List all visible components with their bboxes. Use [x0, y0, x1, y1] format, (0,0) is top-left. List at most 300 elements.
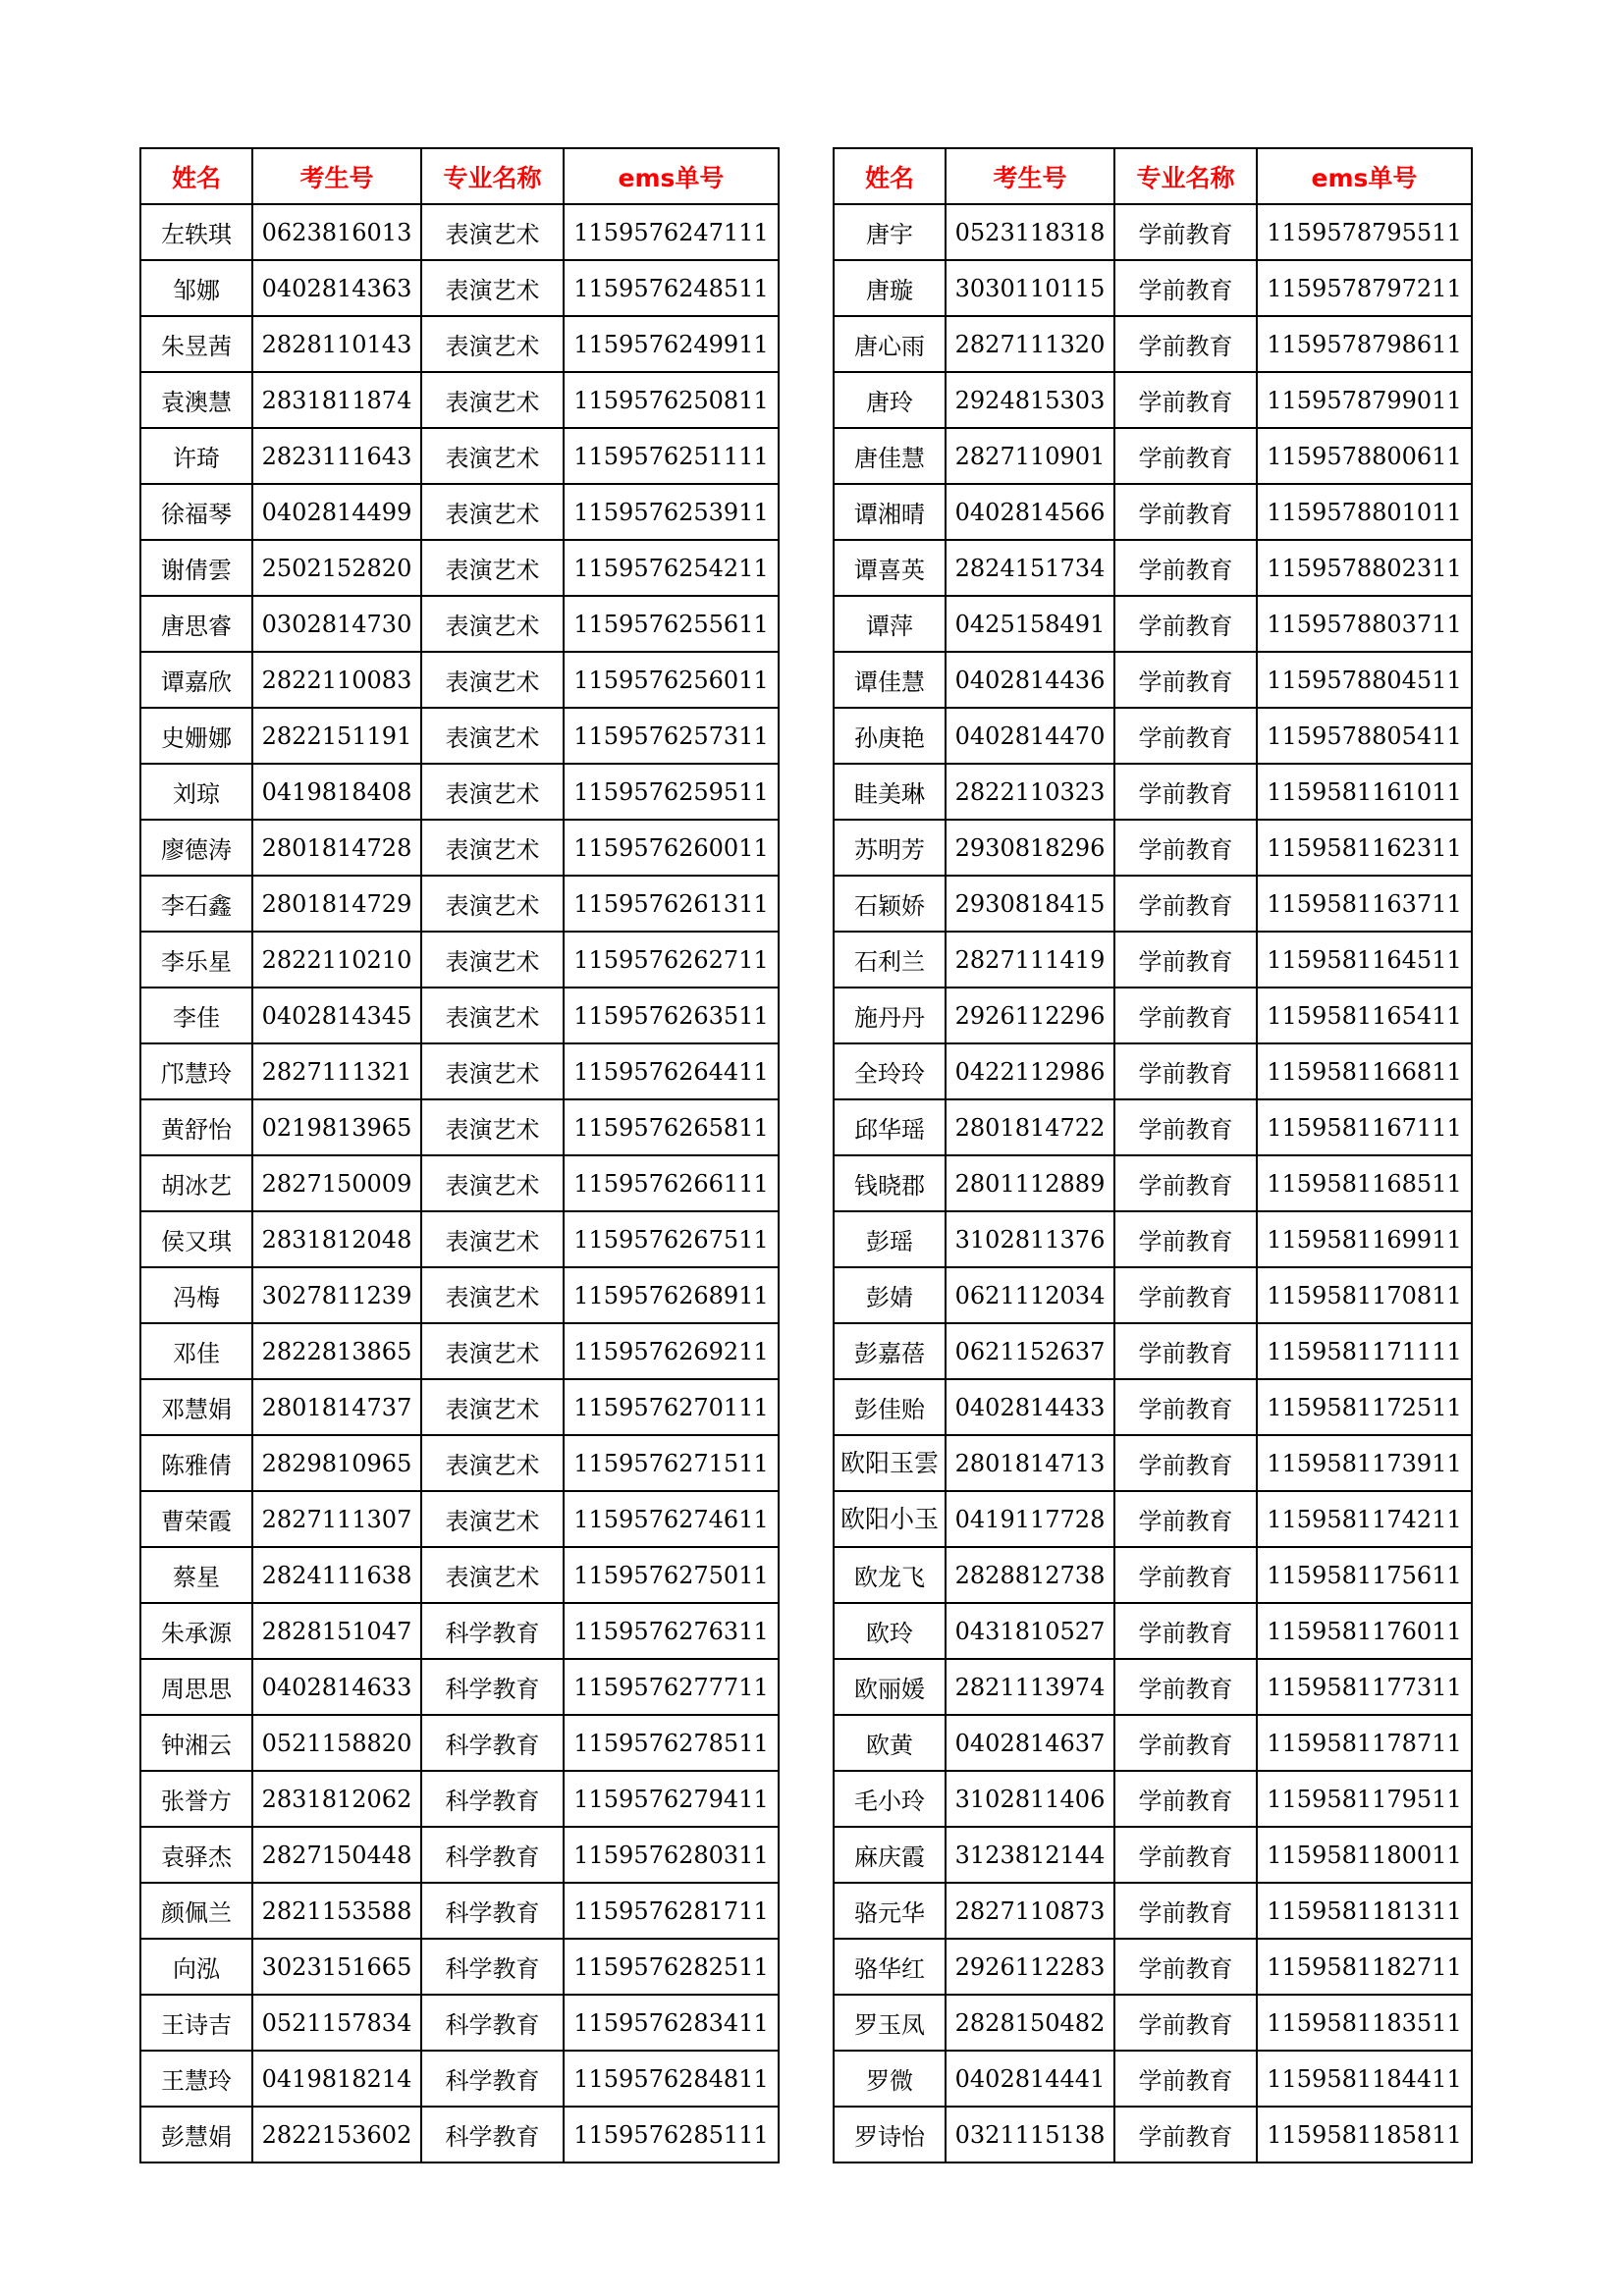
exam-no-cell: 2822153602 — [252, 2107, 421, 2163]
ems-cell: 1159576269211 — [564, 1323, 779, 1379]
exam-no-cell: 0402814566 — [946, 484, 1114, 540]
table-row — [140, 1267, 779, 1323]
name-cell: 侯又琪 — [140, 1211, 252, 1267]
major-cell: 学前教育 — [1114, 764, 1257, 820]
major-cell: 学前教育 — [1114, 2107, 1257, 2163]
major-cell: 科学教育 — [421, 1771, 564, 1827]
name-cell: 冯梅 — [140, 1267, 252, 1323]
name-cell: 许琦 — [140, 428, 252, 484]
ems-cell: 1159581175611 — [1257, 1547, 1472, 1603]
table-row — [834, 1659, 1472, 1715]
major-cell: 表演艺术 — [421, 1211, 564, 1267]
ems-cell: 1159581181311 — [1257, 1883, 1472, 1939]
name-cell: 邓慧娟 — [140, 1379, 252, 1435]
exam-no-cell: 0521158820 — [252, 1715, 421, 1771]
exam-no-cell: 0419818214 — [252, 2051, 421, 2107]
ems-cell: 1159576256011 — [564, 652, 779, 708]
major-cell: 表演艺术 — [421, 1099, 564, 1155]
exam-no-cell: 0402814499 — [252, 484, 421, 540]
ems-cell: 1159576254211 — [564, 540, 779, 596]
exam-no-cell: 0523118318 — [946, 204, 1114, 260]
name-cell: 彭佳贻 — [834, 1379, 946, 1435]
name-cell: 欧黄 — [834, 1715, 946, 1771]
ems-cell: 1159576277711 — [564, 1659, 779, 1715]
exam-no-cell: 0419117728 — [946, 1491, 1114, 1547]
table-row — [834, 1883, 1472, 1939]
exam-no-cell: 2831811874 — [252, 372, 421, 428]
name-cell: 唐心雨 — [834, 316, 946, 372]
table-row — [140, 932, 779, 988]
name-cell: 向泓 — [140, 1939, 252, 1995]
major-cell: 科学教育 — [421, 1827, 564, 1883]
table-row — [140, 1099, 779, 1155]
name-cell: 彭婧 — [834, 1267, 946, 1323]
table-row — [834, 316, 1472, 372]
table-row — [140, 1379, 779, 1435]
name-cell: 谭湘晴 — [834, 484, 946, 540]
name-cell: 陈雅倩 — [140, 1435, 252, 1491]
exam-no-cell: 2829810965 — [252, 1435, 421, 1491]
name-cell: 毛小玲 — [834, 1771, 946, 1827]
table-row — [834, 1995, 1472, 2051]
name-cell: 黄舒怡 — [140, 1099, 252, 1155]
ems-cell: 1159576253911 — [564, 484, 779, 540]
ems-cell: 1159581184411 — [1257, 2051, 1472, 2107]
name-cell: 全玲玲 — [834, 1043, 946, 1099]
exam-no-cell: 3102811406 — [946, 1771, 1114, 1827]
major-cell: 学前教育 — [1114, 1827, 1257, 1883]
roster-body-left — [140, 204, 779, 2163]
exam-no-cell: 0402814363 — [252, 260, 421, 316]
exam-no-cell: 2827111419 — [946, 932, 1114, 988]
ems-cell: 1159576281711 — [564, 1883, 779, 1939]
table-row — [140, 1491, 779, 1547]
major-cell: 科学教育 — [421, 1659, 564, 1715]
name-cell: 苏明芳 — [834, 820, 946, 876]
name-cell: 朱昱茜 — [140, 316, 252, 372]
exam-no-cell: 2801814729 — [252, 876, 421, 932]
exam-no-cell: 2823111643 — [252, 428, 421, 484]
table-row — [834, 2051, 1472, 2107]
name-cell: 唐玲 — [834, 372, 946, 428]
exam-no-cell: 0425158491 — [946, 596, 1114, 652]
table-row — [140, 1043, 779, 1099]
table-row — [834, 1043, 1472, 1099]
exam-no-cell: 2828812738 — [946, 1547, 1114, 1603]
major-cell: 表演艺术 — [421, 820, 564, 876]
major-cell: 学前教育 — [1114, 1323, 1257, 1379]
table-row — [834, 1939, 1472, 1995]
table-row — [140, 2051, 779, 2107]
header-exam-no: 考生号 — [946, 148, 1114, 204]
major-cell: 学前教育 — [1114, 1099, 1257, 1155]
ems-cell: 1159581185811 — [1257, 2107, 1472, 2163]
table-row — [140, 1771, 779, 1827]
exam-no-cell: 2827111320 — [946, 316, 1114, 372]
name-cell: 左轶琪 — [140, 204, 252, 260]
major-cell: 学前教育 — [1114, 316, 1257, 372]
major-cell: 学前教育 — [1114, 652, 1257, 708]
ems-cell: 1159581178711 — [1257, 1715, 1472, 1771]
ems-cell: 1159576251111 — [564, 428, 779, 484]
name-cell: 邝慧玲 — [140, 1043, 252, 1099]
exam-no-cell: 2831812062 — [252, 1771, 421, 1827]
name-cell: 唐思睿 — [140, 596, 252, 652]
major-cell: 学前教育 — [1114, 1883, 1257, 1939]
exam-no-cell: 2822110083 — [252, 652, 421, 708]
ems-cell: 1159581174211 — [1257, 1491, 1472, 1547]
exam-no-cell: 2827111307 — [252, 1491, 421, 1547]
table-row — [834, 1827, 1472, 1883]
table-row — [140, 2107, 779, 2163]
name-cell: 谭佳慧 — [834, 652, 946, 708]
exam-no-cell: 2831812048 — [252, 1211, 421, 1267]
major-cell: 表演艺术 — [421, 1155, 564, 1211]
major-cell: 表演艺术 — [421, 316, 564, 372]
ems-cell: 1159576247111 — [564, 204, 779, 260]
name-cell: 袁澳慧 — [140, 372, 252, 428]
table-row — [140, 1827, 779, 1883]
major-cell: 学前教育 — [1114, 540, 1257, 596]
major-cell: 表演艺术 — [421, 372, 564, 428]
table-row — [834, 1715, 1472, 1771]
name-cell: 谭萍 — [834, 596, 946, 652]
name-cell: 施丹丹 — [834, 988, 946, 1043]
name-cell: 石颖娇 — [834, 876, 946, 932]
exam-no-cell: 2827150448 — [252, 1827, 421, 1883]
major-cell: 表演艺术 — [421, 876, 564, 932]
table-row — [140, 1323, 779, 1379]
ems-cell: 1159576250811 — [564, 372, 779, 428]
major-cell: 学前教育 — [1114, 1155, 1257, 1211]
exam-no-cell: 2502152820 — [252, 540, 421, 596]
table-row — [834, 484, 1472, 540]
table-row — [140, 1547, 779, 1603]
major-cell: 表演艺术 — [421, 1043, 564, 1099]
table-row — [834, 260, 1472, 316]
table-row — [140, 540, 779, 596]
ems-cell: 1159578799011 — [1257, 372, 1472, 428]
table-row — [834, 1267, 1472, 1323]
ems-cell: 1159576262711 — [564, 932, 779, 988]
table-row — [140, 260, 779, 316]
table-row — [834, 1435, 1472, 1491]
table-row — [834, 1547, 1472, 1603]
name-cell: 史姗娜 — [140, 708, 252, 764]
major-cell: 科学教育 — [421, 1883, 564, 1939]
ems-cell: 1159576283411 — [564, 1995, 779, 2051]
ems-cell: 1159581163711 — [1257, 876, 1472, 932]
name-cell: 袁驿杰 — [140, 1827, 252, 1883]
table-row — [140, 876, 779, 932]
exam-no-cell: 3023151665 — [252, 1939, 421, 1995]
exam-no-cell: 2822110210 — [252, 932, 421, 988]
exam-no-cell: 2821113974 — [946, 1659, 1114, 1715]
major-cell: 学前教育 — [1114, 820, 1257, 876]
table-row — [140, 1603, 779, 1659]
exam-no-cell: 2926112296 — [946, 988, 1114, 1043]
major-cell: 学前教育 — [1114, 1379, 1257, 1435]
major-cell: 科学教育 — [421, 1995, 564, 2051]
table-row — [834, 372, 1472, 428]
table-row — [834, 540, 1472, 596]
table-row — [140, 1883, 779, 1939]
ems-cell: 1159581182711 — [1257, 1939, 1472, 1995]
header-major: 专业名称 — [1114, 148, 1257, 204]
ems-cell: 1159576285111 — [564, 2107, 779, 2163]
ems-cell: 1159581162311 — [1257, 820, 1472, 876]
roster-table-right — [833, 147, 1473, 2163]
exam-no-cell: 0419818408 — [252, 764, 421, 820]
name-cell: 罗诗怡 — [834, 2107, 946, 2163]
table-row — [140, 316, 779, 372]
name-cell: 李石鑫 — [140, 876, 252, 932]
table-row — [834, 652, 1472, 708]
name-cell: 孙庚艳 — [834, 708, 946, 764]
name-cell: 欧玲 — [834, 1603, 946, 1659]
major-cell: 表演艺术 — [421, 988, 564, 1043]
table-row — [140, 596, 779, 652]
major-cell: 学前教育 — [1114, 1995, 1257, 2051]
major-cell: 表演艺术 — [421, 484, 564, 540]
ems-cell: 1159581179511 — [1257, 1771, 1472, 1827]
ems-cell: 1159576260011 — [564, 820, 779, 876]
name-cell: 谭嘉欣 — [140, 652, 252, 708]
exam-no-cell: 2828150482 — [946, 1995, 1114, 2051]
table-row — [834, 1379, 1472, 1435]
ems-cell: 1159578803711 — [1257, 596, 1472, 652]
exam-no-cell: 0402814637 — [946, 1715, 1114, 1771]
major-cell: 表演艺术 — [421, 260, 564, 316]
table-row — [140, 1435, 779, 1491]
exam-no-cell: 2822813865 — [252, 1323, 421, 1379]
major-cell: 学前教育 — [1114, 988, 1257, 1043]
major-cell: 学前教育 — [1114, 1267, 1257, 1323]
exam-no-cell: 2801814713 — [946, 1435, 1114, 1491]
header-name: 姓名 — [834, 148, 946, 204]
exam-no-cell: 0422112986 — [946, 1043, 1114, 1099]
exam-no-cell: 2828151047 — [252, 1603, 421, 1659]
ems-cell: 1159576271511 — [564, 1435, 779, 1491]
roster-body-right — [834, 204, 1472, 2163]
major-cell: 科学教育 — [421, 1603, 564, 1659]
major-cell: 表演艺术 — [421, 1547, 564, 1603]
ems-cell: 1159578805411 — [1257, 708, 1472, 764]
exam-no-cell: 0402814441 — [946, 2051, 1114, 2107]
exam-no-cell: 0621152637 — [946, 1323, 1114, 1379]
header-exam-no: 考生号 — [252, 148, 421, 204]
name-cell: 蔡星 — [140, 1547, 252, 1603]
exam-no-cell: 2801814737 — [252, 1379, 421, 1435]
ems-cell: 1159581165411 — [1257, 988, 1472, 1043]
name-cell: 彭瑶 — [834, 1211, 946, 1267]
ems-cell: 1159581168511 — [1257, 1155, 1472, 1211]
name-cell: 邹娜 — [140, 260, 252, 316]
name-cell: 曹荣霞 — [140, 1491, 252, 1547]
exam-no-cell: 0402814633 — [252, 1659, 421, 1715]
ems-cell: 1159576261311 — [564, 876, 779, 932]
exam-no-cell: 0402814345 — [252, 988, 421, 1043]
table-row — [834, 1323, 1472, 1379]
name-cell: 罗微 — [834, 2051, 946, 2107]
header-ems: ems单号 — [564, 148, 779, 204]
table-row — [834, 1491, 1472, 1547]
ems-cell: 1159581167111 — [1257, 1099, 1472, 1155]
name-cell: 谢倩雲 — [140, 540, 252, 596]
exam-no-cell: 0402814433 — [946, 1379, 1114, 1435]
table-row — [140, 988, 779, 1043]
exam-no-cell: 3027811239 — [252, 1267, 421, 1323]
ems-cell: 1159576257311 — [564, 708, 779, 764]
major-cell: 学前教育 — [1114, 1771, 1257, 1827]
name-cell: 罗玉凤 — [834, 1995, 946, 2051]
exam-no-cell: 2822110323 — [946, 764, 1114, 820]
table-row — [834, 1155, 1472, 1211]
header-name: 姓名 — [140, 148, 252, 204]
major-cell: 学前教育 — [1114, 1491, 1257, 1547]
name-cell: 李佳 — [140, 988, 252, 1043]
exam-no-cell: 2926112283 — [946, 1939, 1114, 1995]
header-major: 专业名称 — [421, 148, 564, 204]
exam-no-cell: 3102811376 — [946, 1211, 1114, 1267]
table-row — [834, 932, 1472, 988]
name-cell: 谭喜英 — [834, 540, 946, 596]
table-row — [834, 820, 1472, 876]
table-row — [834, 1603, 1472, 1659]
ems-cell: 1159576270111 — [564, 1379, 779, 1435]
table-row — [140, 428, 779, 484]
ems-cell: 1159581183511 — [1257, 1995, 1472, 2051]
ems-cell: 1159578800611 — [1257, 428, 1472, 484]
exam-no-cell: 2801814722 — [946, 1099, 1114, 1155]
exam-no-cell: 0431810527 — [946, 1603, 1114, 1659]
exam-no-cell: 0219813965 — [252, 1099, 421, 1155]
exam-no-cell: 0521157834 — [252, 1995, 421, 2051]
table-row — [140, 1211, 779, 1267]
ems-cell: 1159581171111 — [1257, 1323, 1472, 1379]
table-row — [140, 820, 779, 876]
name-cell: 眭美琳 — [834, 764, 946, 820]
ems-cell: 1159576248511 — [564, 260, 779, 316]
major-cell: 科学教育 — [421, 2107, 564, 2163]
major-cell: 表演艺术 — [421, 932, 564, 988]
exam-no-cell: 2824111638 — [252, 1547, 421, 1603]
major-cell: 学前教育 — [1114, 260, 1257, 316]
ems-cell: 1159576268911 — [564, 1267, 779, 1323]
table-row — [834, 204, 1472, 260]
name-cell: 徐福琴 — [140, 484, 252, 540]
table-row — [140, 484, 779, 540]
exam-no-cell: 0402814436 — [946, 652, 1114, 708]
table-row — [834, 596, 1472, 652]
table-row — [140, 708, 779, 764]
table-row — [834, 988, 1472, 1043]
exam-no-cell: 2821153588 — [252, 1883, 421, 1939]
name-cell: 周思思 — [140, 1659, 252, 1715]
ems-cell: 1159581173911 — [1257, 1435, 1472, 1491]
major-cell: 学前教育 — [1114, 1043, 1257, 1099]
table-row — [140, 1155, 779, 1211]
name-cell: 邱华瑶 — [834, 1099, 946, 1155]
major-cell: 学前教育 — [1114, 1435, 1257, 1491]
exam-no-cell: 2930818296 — [946, 820, 1114, 876]
ems-cell: 1159581176011 — [1257, 1603, 1472, 1659]
major-cell: 科学教育 — [421, 1715, 564, 1771]
exam-no-cell: 3030110115 — [946, 260, 1114, 316]
name-cell: 唐佳慧 — [834, 428, 946, 484]
name-cell: 颜佩兰 — [140, 1883, 252, 1939]
ems-cell: 1159576278511 — [564, 1715, 779, 1771]
ems-cell: 1159581177311 — [1257, 1659, 1472, 1715]
table-row — [140, 204, 779, 260]
ems-cell: 1159578802311 — [1257, 540, 1472, 596]
ems-cell: 1159578804511 — [1257, 652, 1472, 708]
ems-cell: 1159576266111 — [564, 1155, 779, 1211]
ems-cell: 1159576267511 — [564, 1211, 779, 1267]
ems-cell: 1159581169911 — [1257, 1211, 1472, 1267]
major-cell: 学前教育 — [1114, 1211, 1257, 1267]
ems-cell: 1159581161011 — [1257, 764, 1472, 820]
ems-cell: 1159576275011 — [564, 1547, 779, 1603]
major-cell: 学前教育 — [1114, 204, 1257, 260]
name-cell: 朱承源 — [140, 1603, 252, 1659]
major-cell: 表演艺术 — [421, 652, 564, 708]
major-cell: 表演艺术 — [421, 596, 564, 652]
exam-no-cell: 2822151191 — [252, 708, 421, 764]
table-row — [140, 372, 779, 428]
name-cell: 廖德涛 — [140, 820, 252, 876]
ems-cell: 1159576259511 — [564, 764, 779, 820]
exam-no-cell: 0623816013 — [252, 204, 421, 260]
table-row — [834, 708, 1472, 764]
ems-cell: 1159576265811 — [564, 1099, 779, 1155]
major-cell: 学前教育 — [1114, 708, 1257, 764]
exam-no-cell: 2824151734 — [946, 540, 1114, 596]
major-cell: 表演艺术 — [421, 764, 564, 820]
table-row — [140, 652, 779, 708]
name-cell: 王诗吉 — [140, 1995, 252, 2051]
table-row — [140, 1939, 779, 1995]
name-cell: 唐璇 — [834, 260, 946, 316]
ems-cell: 1159576249911 — [564, 316, 779, 372]
major-cell: 学前教育 — [1114, 932, 1257, 988]
major-cell: 学前教育 — [1114, 1547, 1257, 1603]
exam-no-cell: 2801112889 — [946, 1155, 1114, 1211]
exam-no-cell: 2827150009 — [252, 1155, 421, 1211]
exam-no-cell: 3123812144 — [946, 1827, 1114, 1883]
name-cell: 唐宇 — [834, 204, 946, 260]
table-row — [834, 1099, 1472, 1155]
name-cell: 钱晓郡 — [834, 1155, 946, 1211]
ems-cell: 1159576280311 — [564, 1827, 779, 1883]
ems-cell: 1159576282511 — [564, 1939, 779, 1995]
major-cell: 表演艺术 — [421, 540, 564, 596]
name-cell: 欧阳玉雲 — [834, 1435, 946, 1491]
header-row — [834, 148, 1472, 204]
ems-cell: 1159581166811 — [1257, 1043, 1472, 1099]
ems-cell: 1159576264411 — [564, 1043, 779, 1099]
exam-no-cell: 0621112034 — [946, 1267, 1114, 1323]
ems-cell: 1159578798611 — [1257, 316, 1472, 372]
table-row — [834, 428, 1472, 484]
major-cell: 学前教育 — [1114, 876, 1257, 932]
ems-cell: 1159576263511 — [564, 988, 779, 1043]
name-cell: 石利兰 — [834, 932, 946, 988]
table-row — [834, 1771, 1472, 1827]
major-cell: 表演艺术 — [421, 204, 564, 260]
ems-cell: 1159576276311 — [564, 1603, 779, 1659]
header-row — [140, 148, 779, 204]
